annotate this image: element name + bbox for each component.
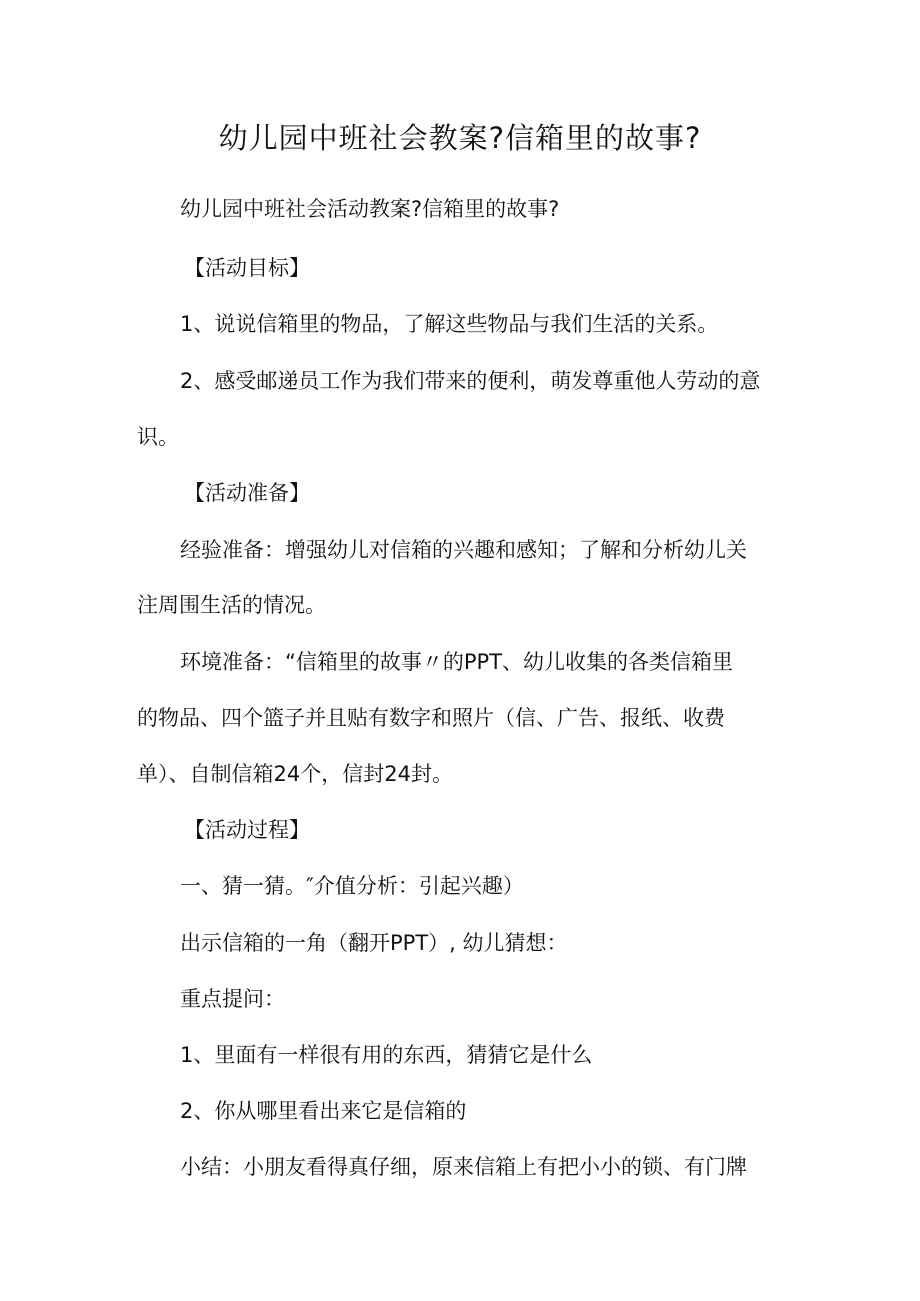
- key-questions-label: 重点提问：: [180, 987, 285, 1011]
- preparation-environment: 环境准备：“信箱里的故事〃的PPT、幼儿收集的各类信箱里: [180, 650, 734, 674]
- summary-line: 小结：小朋友看得真仔细，原来信箱上有把小小的锁、有门牌: [180, 1155, 747, 1179]
- section-heading-goals: 【活动目标】: [184, 256, 310, 280]
- process-step-1: 一、猜一猜。″介值分析：引起兴趣）: [180, 874, 524, 898]
- process-step-1-detail: 出示信箱的一角（翻开PPT）, 幼儿猜想：: [180, 931, 568, 955]
- question-2: 2、你从哪里看出来它是信箱的: [180, 1099, 467, 1123]
- section-heading-preparation: 【活动准备】: [184, 481, 310, 505]
- document-title: 幼儿园中班社会教案?信箱里的故事?: [218, 121, 702, 155]
- section-heading-process: 【活动过程】: [184, 818, 310, 842]
- preparation-environment-continued-2: 单）、自制信箱24个，信封24封。: [137, 762, 453, 786]
- preparation-environment-continued-1: 的物品、四个篮子并且贴有数字和照片（信、广告、报纸、收费: [137, 706, 725, 730]
- goal-item-1: 1、说说信箱里的物品，了解这些物品与我们生活的关系。: [180, 312, 719, 336]
- preparation-experience-continued: 注周围生活的情况。: [137, 593, 326, 617]
- goal-item-2-continued: 识。: [137, 425, 179, 449]
- question-1: 1、里面有一样很有用的东西，猜猜它是什么: [180, 1043, 593, 1067]
- preparation-experience: 经验准备：增强幼儿对信箱的兴趣和感知；了解和分析幼儿关: [180, 538, 747, 562]
- subtitle-line: 幼儿园中班社会活动教案?信箱里的故事?: [180, 197, 560, 221]
- goal-item-2: 2、感受邮递员工作为我们带来的便利，萌发尊重他人劳动的意: [180, 369, 761, 393]
